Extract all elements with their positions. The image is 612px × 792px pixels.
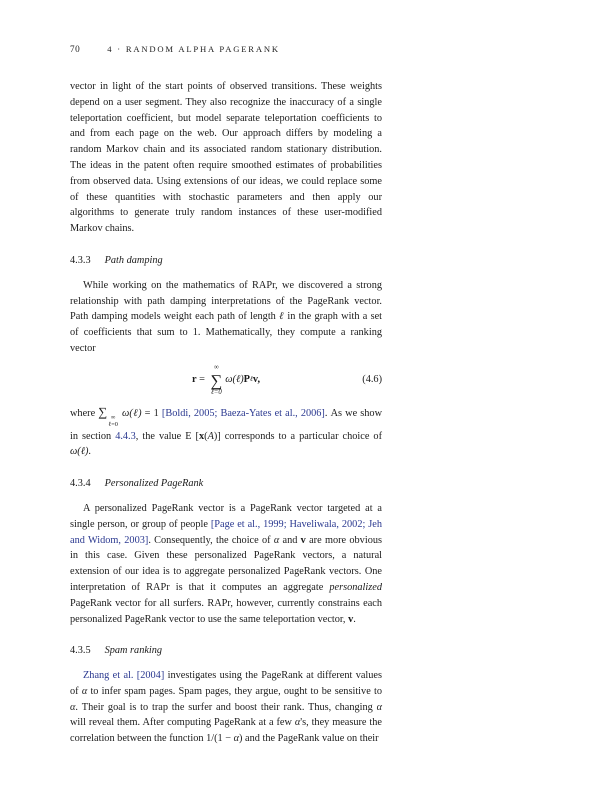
sigma-glyph: ∑	[210, 370, 223, 390]
text-segment: A personalized PageRank vector is a PageRank vector targeted at a single person, or group of people	[70, 502, 382, 530]
citation-link[interactable]: [Page et al., 1999; Haveliwala, 2002; Jeh and Widom, 2003]	[70, 518, 382, 546]
text-segment: α	[81, 685, 88, 697]
text-segment: α	[70, 701, 76, 713]
text-segment: ∞ ℓ=0	[108, 413, 118, 428]
text-segment: are more obvious in this case. Given these personalized PageRank vectors, a natural extension of our idea is to aggregate personalized PageRank vectors. One interpretation of RAPr is that it computes an aggregate	[70, 534, 382, 593]
section-heading-personalized-pagerank	[70, 476, 382, 492]
section-heading-path-damping	[70, 253, 382, 269]
text-segment: While working on the mathematics of RAPr, we discovered a strong relationship with path damping interpretations of the PageRank vector. Path damping models weight each path of length	[70, 279, 382, 323]
text-segment: . Their goal is to trap the surfer and boost their rank. Thus, changing	[75, 701, 377, 713]
text-segment: α	[294, 717, 301, 729]
math-exponent: ℓ	[249, 375, 253, 384]
text-segment: A	[207, 430, 214, 442]
section-title: Path damping	[104, 254, 163, 266]
sum-upper-limit: ∞	[213, 363, 219, 371]
math-vector-v: v,	[252, 374, 261, 386]
text-segment: .	[353, 613, 356, 625]
paragraph-spam-ranking	[70, 668, 382, 747]
citation-link[interactable]: 4.4.3	[115, 430, 136, 442]
summation-symbol	[210, 364, 222, 397]
text-segment: ω(ℓ)	[122, 407, 142, 419]
text-segment: , the value E [	[135, 430, 199, 442]
paragraph-user-segment-patent	[70, 79, 382, 237]
sum-lower-limit: ℓ=0	[210, 388, 222, 396]
text-segment: (	[204, 430, 208, 442]
text-segment: to infer spam pages. Spam pages, they argue, ought to be sensitive to	[87, 685, 382, 697]
page-number: 70	[70, 44, 81, 54]
text-segment: PageRank vector for all surfers. RAPr, however, currently constrains each personalized PageRank vector to use the same teleportation vector,	[70, 597, 382, 625]
math-omega-term: ω(ℓ)	[225, 374, 244, 386]
text-segment: x	[198, 430, 205, 442]
paragraph-path-damping	[70, 278, 382, 357]
equation-4-6	[70, 364, 382, 397]
section-number: 4.3.4	[70, 478, 91, 490]
text-segment: α	[376, 701, 382, 713]
text-segment: α	[233, 733, 240, 745]
text-segment: vector in light of the start points of observed transitions. These weights depend on a user segment. They also recognize the inaccuracy of a single teleportation coefficient, but model separate teleportation coefficients to and from each page on the web. Our approach differs by modeling a random Markov chain and its associated random stationary distribution. The ideas in the patent often require smoothed estimates of probabilities from observed data. Using extensions of our ideas, we could replace some of these quantities with stochastic parameters and then apply our algorithms to generate truly random instances of these user-modified Markov chains.	[70, 81, 382, 235]
text-segment: .	[88, 446, 91, 458]
text-segment: in the graph with a set of coefficients that sum to 1. Mathematically, they compute a ranking vector	[70, 311, 383, 354]
text-segment: personalized	[329, 581, 382, 593]
section-heading-spam-ranking	[70, 643, 382, 659]
math-vector-r: r	[191, 374, 197, 386]
math-matrix-P: P	[243, 374, 250, 386]
text-segment: . Consequently, the choice of	[148, 534, 274, 546]
text-segment: = 1	[141, 407, 162, 419]
paragraph-where-sum	[70, 405, 382, 460]
section-number: 4.3.3	[70, 254, 91, 266]
citation-link[interactable]: [Boldi, 2005; Baeza-Yates et al., 2006]	[161, 407, 325, 419]
equation-number: (4.6)	[362, 374, 382, 386]
paragraph-personalized-pagerank	[70, 501, 382, 627]
text-segment: v	[348, 613, 354, 625]
text-segment: v	[300, 534, 306, 546]
text-segment: ℓ	[279, 311, 285, 323]
text-segment: investigates using the PageRank at different values of	[70, 670, 382, 697]
equation-math	[192, 364, 260, 397]
running-header	[70, 44, 382, 54]
text-segment: ∑	[98, 404, 108, 419]
running-header-chapter-title: 4 · RANDOM ALPHA PAGERANK	[107, 44, 280, 54]
text-segment: ) and the PageRank value on their	[239, 733, 379, 745]
text-segment: 's, they measure the correlation between the function 1/(1 −	[70, 717, 382, 745]
text-segment: α	[273, 534, 280, 546]
text-segment: ω(ℓ)	[70, 446, 89, 458]
section-title: Personalized PageRank	[104, 478, 204, 490]
section-number: 4.3.5	[70, 645, 91, 657]
text-segment: where	[70, 407, 99, 419]
math-equals: =	[196, 374, 208, 386]
text-segment: will reveal them. After computing PageRank at a few	[70, 717, 295, 729]
citation-link[interactable]: Zhang et al. [2004]	[83, 670, 165, 682]
section-title: Spam ranking	[104, 645, 163, 657]
page-body	[70, 79, 382, 747]
text-segment: . As we show in section	[70, 407, 382, 442]
text-segment: )] corresponds to a particular choice of	[213, 430, 382, 442]
text-segment: and	[279, 534, 301, 546]
